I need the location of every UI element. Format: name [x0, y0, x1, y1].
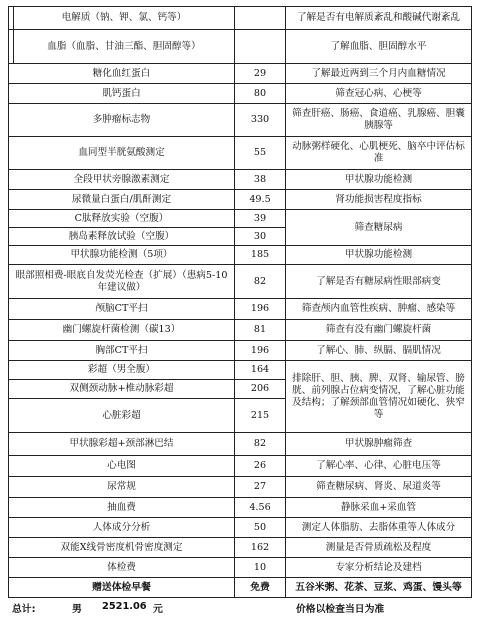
- item-desc: 肾功能损害程度指标: [286, 190, 472, 210]
- table-row: [9, 456, 472, 477]
- item-desc: 筛查糖尿病、肾炎、尿道炎等: [286, 477, 472, 498]
- item-price: 82: [235, 265, 286, 299]
- item-price: 30: [235, 228, 286, 246]
- item-name: 尿微量白蛋白/肌酐测定: [9, 190, 235, 210]
- item-desc: 排除肝、胆、胰、脾、双肾、输尿管、膀胱、前列腺占位病变情况，了解心脏功能及结构；了解颈部血管情况如硬化、狭窄等: [286, 361, 472, 433]
- item-desc: 筛查糖尿病: [286, 210, 472, 246]
- item-price: 196: [235, 299, 286, 320]
- item-price: 50: [235, 518, 286, 538]
- table-row: [9, 498, 472, 518]
- item-desc: 五谷米粥、花茶、豆浆、鸡蛋、馒头等: [286, 578, 472, 598]
- item-price: 4.56: [235, 498, 286, 518]
- item-desc: 筛查颅内血管性疾病、肿瘤、感染等: [286, 299, 472, 320]
- item-name: 体检费: [9, 558, 235, 578]
- item-price: 免费: [235, 578, 286, 598]
- item-name: 血脂（血脂、甘油三酯、胆固醇等）: [14, 30, 235, 64]
- total-amount: 2521.06: [102, 601, 147, 612]
- table-row: [9, 104, 472, 137]
- price-note: 价格以检查当日为准: [296, 604, 385, 615]
- item-price: 27: [235, 477, 286, 498]
- item-name: 胰岛素释放试验（空腹）: [9, 228, 235, 246]
- item-price: [235, 7, 286, 30]
- item-price: 80: [235, 84, 286, 104]
- table-row: [9, 84, 472, 104]
- item-name: 双侧颈动脉+椎动脉彩超: [9, 380, 235, 399]
- item-name: 幽门螺旋杆菌检测（碳13）: [9, 320, 235, 341]
- item-name: 心脏彩超: [9, 399, 235, 433]
- item-name: 甲状腺功能检测（5项）: [9, 246, 235, 265]
- table-row: [9, 320, 472, 341]
- item-desc: 测定人体脂肪、去脂体重等人体成分: [286, 518, 472, 538]
- table-row: [9, 433, 472, 456]
- exam-items-table: [8, 6, 472, 598]
- item-desc: 动脉粥样硬化、心肌梗死、脑卒中评估标准: [286, 137, 472, 170]
- gender-text: 男: [72, 604, 82, 615]
- table-row: [9, 170, 472, 190]
- item-desc: 了解是否有糖尿病性眼部病变: [286, 265, 472, 299]
- table-row: [9, 361, 472, 380]
- item-name: 多肿瘤标志物: [9, 104, 235, 137]
- table-row: [9, 190, 472, 210]
- item-price: 26: [235, 456, 286, 477]
- currency-unit: 元: [153, 604, 163, 615]
- item-name: 尿常规: [9, 477, 235, 498]
- item-name: 肌钙蛋白: [9, 84, 235, 104]
- table-row: [9, 341, 472, 361]
- item-price: 330: [235, 104, 286, 137]
- item-price: 10: [235, 558, 286, 578]
- item-price: 29: [235, 64, 286, 84]
- item-name: 双能X线骨密度机骨密度测定: [9, 538, 235, 558]
- item-price: 82: [235, 433, 286, 456]
- table-row: [9, 210, 472, 228]
- table-row: [9, 477, 472, 498]
- item-price: 38: [235, 170, 286, 190]
- item-name: 抽血费: [9, 498, 235, 518]
- item-desc: 了解心、肺、纵膈、膈肌情况: [286, 341, 472, 361]
- item-name: 颅脑CT平扫: [9, 299, 235, 320]
- table-row: [9, 518, 472, 538]
- item-name: 糖化血红蛋白: [9, 64, 235, 84]
- item-desc: 甲状腺肿瘤筛查: [286, 433, 472, 456]
- item-desc: 甲状腺功能检测: [286, 170, 472, 190]
- item-price: 39: [235, 210, 286, 228]
- item-name: C肽释放实验（空腹）: [9, 210, 235, 228]
- item-desc: 专家分析结论及建档: [286, 558, 472, 578]
- table-row: [9, 299, 472, 320]
- item-name: 赠送体检早餐: [9, 578, 235, 598]
- item-name: 全段甲状旁腺激素测定: [9, 170, 235, 190]
- item-desc: 了解心率、心律、心脏电压等: [286, 456, 472, 477]
- table-row: [9, 246, 472, 265]
- item-name: 眼部照相费-眼底自发荧光检查（扩展）（患病5-10年建议做）: [9, 265, 235, 299]
- item-price: 55: [235, 137, 286, 170]
- table-row: [9, 30, 472, 64]
- item-name: 心电图: [9, 456, 235, 477]
- total-label: 总计:: [12, 604, 36, 615]
- table-row: [9, 137, 472, 170]
- item-price: 162: [235, 538, 286, 558]
- item-price: 164: [235, 361, 286, 380]
- item-price: 206: [235, 380, 286, 399]
- item-name: 血同型半胱氨酸测定: [9, 137, 235, 170]
- item-name: 人体成分分析: [9, 518, 235, 538]
- table-row: [9, 538, 472, 558]
- item-name: 彩超（男全腹）: [9, 361, 235, 380]
- item-price: 196: [235, 341, 286, 361]
- item-desc: 了解最近两到三个月内血糖情况: [286, 64, 472, 84]
- item-desc: 测量是否骨质疏松及程度: [286, 538, 472, 558]
- item-price: 81: [235, 320, 286, 341]
- item-desc: 筛查有没有幽门螺旋杆菌: [286, 320, 472, 341]
- item-name: 电解质（钠、钾、氯、钙等）: [14, 7, 235, 30]
- item-price: [235, 30, 286, 64]
- table-row: [9, 558, 472, 578]
- table-row: [9, 578, 472, 598]
- item-price: 185: [235, 246, 286, 265]
- item-name: 甲状腺彩超+颈部淋巴结: [9, 433, 235, 456]
- item-desc: 筛查肝癌、肠癌、食道癌、乳腺癌、胆囊胰腺等: [286, 104, 472, 137]
- item-desc: 甲状腺功能检测: [286, 246, 472, 265]
- item-price: 215: [235, 399, 286, 433]
- table-row: [9, 64, 472, 84]
- table-row: [9, 265, 472, 299]
- item-desc: 筛查冠心病、心梗等: [286, 84, 472, 104]
- item-desc: 静脉采血+采血管: [286, 498, 472, 518]
- item-name: 胸部CT平扫: [9, 341, 235, 361]
- item-desc: 了解是否有电解质紊乱和酸碱代谢紊乱: [286, 7, 472, 30]
- total-row: [10, 599, 470, 617]
- item-desc: 了解血脂、胆固醇水平: [286, 30, 472, 64]
- item-price: 49.5: [235, 190, 286, 210]
- table-row: [9, 7, 472, 30]
